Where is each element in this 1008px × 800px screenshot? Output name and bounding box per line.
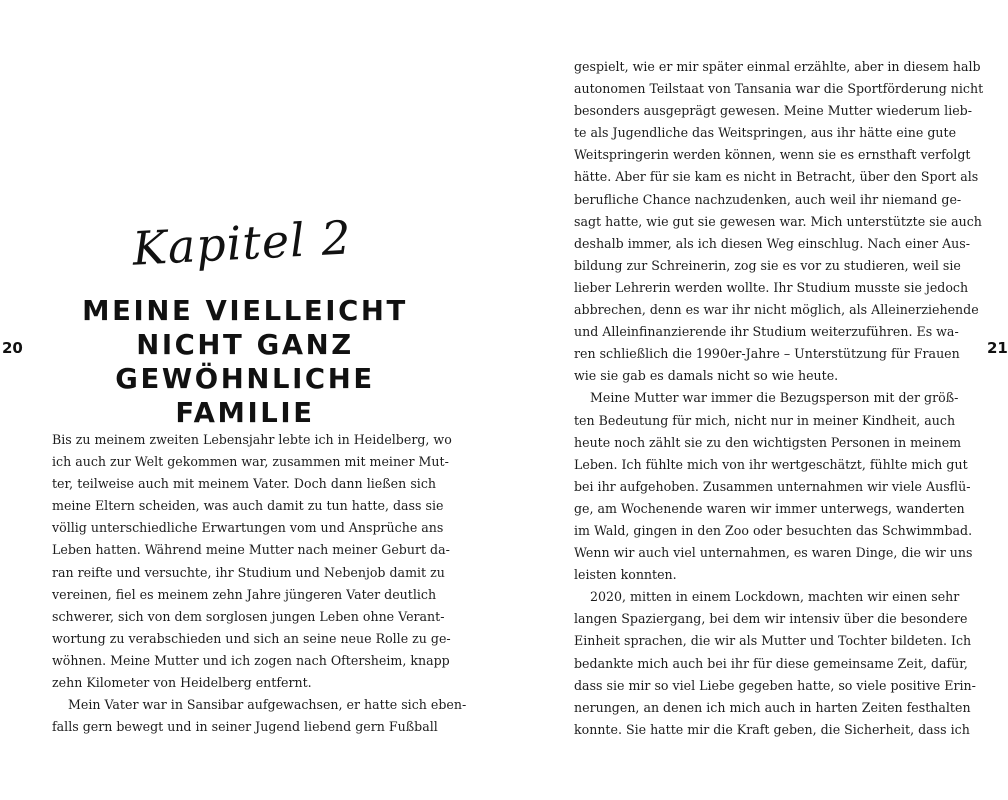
chapter-label: Kapitel 2 <box>131 210 353 276</box>
text-line: te als Jugendliche das Weitspringen, aus ihr hätte eine gute <box>574 125 957 141</box>
text-line: schwerer, sich von dem sorglosen jungen Leben ohne Verant- <box>52 608 445 624</box>
text-line: sagt hatte, wie gut sie gewesen war. Mich unterstützte sie auch <box>574 213 982 229</box>
text-line: gespielt, wie er mir später einmal erzählte, aber in diesem halb <box>574 59 981 74</box>
text-line: bedankte mich auch bei ihr für diese gemeinsame Zeit, dafür, <box>574 655 968 671</box>
chapter-title-line: MEINE VIELLEICHT <box>82 295 408 327</box>
chapter-title-line: GEWÖHNLICHE FAMILIE <box>115 363 375 429</box>
text-line: nerungen, an denen ich mich auch in harten Zeiten festhalten <box>574 699 971 715</box>
text-line: ge, am Wochenende waren wir immer unterwegs, wanderten <box>574 500 965 516</box>
text-line: ich auch zur Welt gekommen war, zusammen mit meiner Mut- <box>52 454 449 470</box>
text-line: leisten konnten. <box>574 567 677 583</box>
text-line: dass sie mir so viel Liebe gegeben hatte, so viele positive Erin- <box>574 677 976 693</box>
text-line: bildung zur Schreinerin, zog sie es vor zu studieren, weil sie <box>574 257 961 273</box>
text-line: wöhnen. Meine Mutter und ich zogen nach Oftersheim, knapp <box>52 652 450 668</box>
text-line: ten Bedeutung für mich, nicht nur in meiner Kindheit, auch <box>574 412 956 428</box>
text-line: Weitspringerin werden können, wenn sie es ernsthaft verfolgt <box>574 147 971 163</box>
text-line: heute noch zählt sie zu den wichtigsten Personen in meinem <box>574 434 962 450</box>
text-line: ran reifte und versuchte, ihr Studium und Nebenjob damit zu <box>52 564 445 580</box>
text-line: deshalb immer, als ich diesen Weg einschlug. Nach einer Aus- <box>574 235 971 251</box>
page-number: 20 <box>2 339 23 357</box>
body-text <box>52 429 467 738</box>
text-line: berufliche Chance nachzudenken, auch weil ihr niemand ge- <box>574 191 962 207</box>
text-line: zehn Kilometer von Heidelberg entfernt. <box>52 675 312 691</box>
right-page <box>500 0 1008 800</box>
text-line: abbrechen, denn es war ihr nicht möglich, als Alleinerziehende <box>574 302 979 318</box>
text-line: im Wald, gingen in den Zoo oder besuchten das Schwimmbad. <box>574 522 973 538</box>
text-line: lieber Lehrerin werden wollte. Ihr Studium musste sie jedoch <box>574 279 969 295</box>
text-line: Meine Mutter war immer die Bezugsperson mit der größ- <box>590 390 959 406</box>
text-line: ter, teilweise auch mit meinem Vater. Doch dann ließen sich <box>52 476 436 492</box>
text-line: ren schließlich die 1990er-Jahre – Unterstützung für Frauen <box>574 346 960 362</box>
text-line: und Alleinfinanzierende ihr Studium weiterzuführen. Es wa- <box>574 324 959 340</box>
text-line: Bis zu meinem zweiten Lebensjahr lebte ich in Heidelberg, wo <box>52 432 452 447</box>
body-text <box>574 56 984 741</box>
text-line: Wenn wir auch viel unternahmen, es waren Dinge, die wir uns <box>574 545 973 561</box>
chapter-title <box>40 294 450 430</box>
text-line: Mein Vater war in Sansibar aufgewachsen, er hatte sich eben- <box>68 697 467 713</box>
page-number: 21 <box>987 339 1008 357</box>
text-line: wortung zu verabschieden und sich an seine neue Rolle zu ge- <box>52 630 451 646</box>
text-line: wie sie gab es damals nicht so wie heute. <box>574 368 839 384</box>
text-line: bei ihr aufgehoben. Zusammen unternahmen wir viele Ausflü- <box>574 478 971 494</box>
text-line: meine Eltern scheiden, was auch damit zu tun hatte, dass sie <box>52 498 444 514</box>
text-line: falls gern bewegt und in seiner Jugend liebend gern Fußball <box>52 719 438 735</box>
chapter-title-line: NICHT GANZ <box>136 329 354 361</box>
text-line: langen Spaziergang, bei dem wir intensiv über die besondere <box>574 611 968 627</box>
text-line: Einheit sprachen, die wir als Mutter und Tochter bildeten. Ich <box>574 633 972 649</box>
left-page <box>0 0 500 800</box>
text-line: konnte. Sie hatte mir die Kraft geben, die Sicherheit, dass ich <box>574 721 970 737</box>
text-line: Leben hatten. Während meine Mutter nach meiner Geburt da- <box>52 542 450 558</box>
text-line: völlig unterschiedliche Erwartungen vom und Ansprüche ans <box>52 520 444 536</box>
text-line: Leben. Ich fühlte mich von ihr wertgeschätzt, fühlte mich gut <box>574 456 968 472</box>
text-line: vereinen, fiel es meinem zehn Jahre jüngeren Vater deutlich <box>52 586 437 602</box>
text-line: besonders ausgeprägt gewesen. Meine Mutter wiederum lieb- <box>574 103 972 119</box>
text-line: autonomen Teilstaat von Tansania war die Sportförderung nicht <box>574 81 984 97</box>
text-line: 2020, mitten in einem Lockdown, machten wir einen sehr <box>590 589 960 605</box>
text-line: hätte. Aber für sie kam es nicht in Betracht, über den Sport als <box>574 169 979 185</box>
